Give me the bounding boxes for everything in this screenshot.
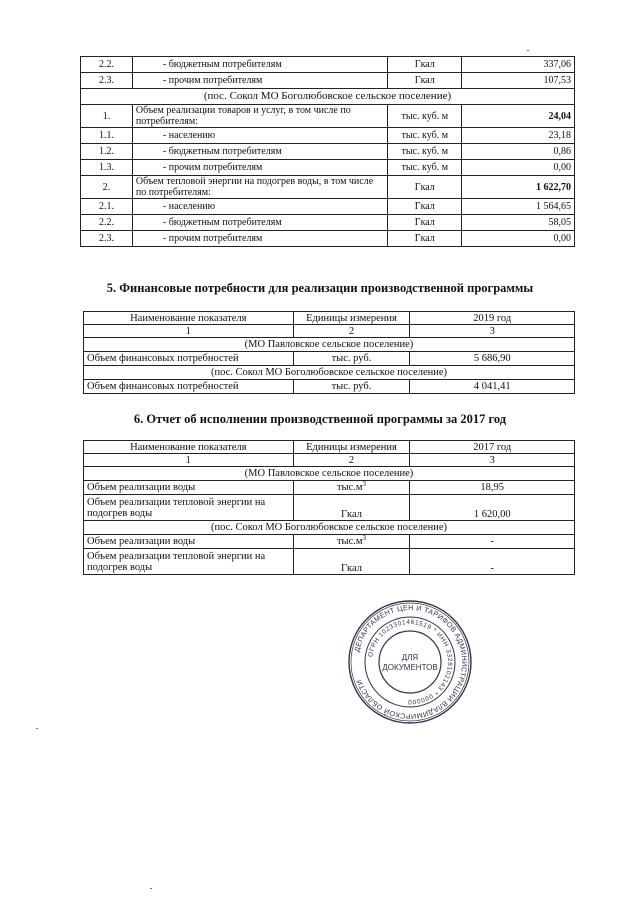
row-value: 1 564,65	[462, 199, 575, 215]
scan-speck	[527, 50, 529, 51]
row-unit: Гкал	[388, 215, 462, 231]
row-name: Объем реализации тепловой энергии на подогрев воды	[84, 495, 294, 521]
row-value: 4 041,41	[410, 380, 575, 394]
row-unit: тыс. куб. м	[388, 160, 462, 176]
row-name: - населению	[132, 128, 387, 144]
stamp-center-line-2: ДОКУМЕНТОВ	[382, 663, 438, 672]
section-header: (пос. Сокол МО Боголюбовское сельское поселение)	[81, 89, 575, 105]
table-row	[81, 160, 575, 176]
table-row	[84, 549, 575, 575]
row-name: Объем реализации тепловой энергии на подогрев воды	[84, 549, 294, 575]
table-row	[81, 128, 575, 144]
unit-superscript: 3	[362, 533, 367, 542]
colnum-2: 2	[293, 454, 410, 467]
row-name: - прочим потребителям	[132, 160, 387, 176]
table-row	[84, 495, 575, 521]
row-name: - прочим потребителям	[132, 73, 387, 89]
scan-speck	[150, 888, 152, 889]
table-row	[84, 521, 575, 535]
header-year: 2017 год	[410, 441, 575, 454]
row-name: Объем реализации воды	[84, 535, 294, 549]
row-unit	[293, 380, 410, 394]
section-5-title: 5. Финансовые потребности для реализации производственной программы	[106, 281, 534, 295]
colnum-2: 2	[293, 325, 410, 338]
row-number: 1.3.	[81, 160, 133, 176]
colnum-1: 1	[84, 325, 294, 338]
row-value: -	[410, 535, 575, 549]
row-value: 337,06	[462, 57, 575, 73]
unit-superscript: 3	[362, 479, 367, 488]
table-row	[84, 352, 575, 366]
row-number: 2.	[81, 176, 133, 199]
row-name: - населению	[132, 199, 387, 215]
row-value: -	[410, 549, 575, 575]
stamp-ring-text: ДЕПАРТАМЕНТ ЦЕН И ТАРИФОВ АДМИНИСТРАЦИИ ВЛАДИМИРСКОЙ ОБЛАСТИ	[352, 602, 470, 722]
row-number: 1.2.	[81, 144, 133, 160]
row-unit: Гкал	[388, 176, 462, 199]
table-row	[81, 231, 575, 247]
production-indicators-table	[80, 56, 575, 247]
header-unit: Единицы измерения	[293, 312, 410, 325]
row-value: 1 620,00	[410, 495, 575, 521]
row-name: Объем реализации воды	[84, 481, 294, 495]
row-name: Объем тепловой энергии на подогрев воды, в том числе по потребителям:	[132, 176, 387, 199]
row-unit: Гкал	[388, 57, 462, 73]
row-name: - бюджетным потребителям	[132, 215, 387, 231]
row-number: 2.3.	[81, 231, 133, 247]
row-name: Объем реализации товаров и услуг, в том числе по потребителям:	[132, 105, 387, 128]
table-row	[81, 89, 575, 105]
row-value: 58,05	[462, 215, 575, 231]
colnum-3: 3	[410, 454, 575, 467]
colnum-1: 1	[84, 454, 294, 467]
section-6-title: 6. Отчет об исполнении производственной программы за 2017 год	[133, 412, 507, 426]
row-unit	[293, 481, 410, 495]
header-name: Наименование показателя	[84, 312, 294, 325]
row-value: 0,86	[462, 144, 575, 160]
row-value: 0,00	[462, 160, 575, 176]
stamp-center-line-1: ДЛЯ	[401, 653, 419, 662]
section-header: (МО Павловское сельское поселение)	[84, 467, 575, 481]
row-unit	[293, 549, 410, 575]
section-header: (пос. Сокол МО Боголюбовское сельское поселение)	[84, 366, 575, 380]
row-number: 1.1.	[81, 128, 133, 144]
row-number: 2.1.	[81, 199, 133, 215]
header-name: Наименование показателя	[84, 441, 294, 454]
row-value: 1 622,70	[462, 176, 575, 199]
colnum-3: 3	[410, 325, 575, 338]
scan-speck	[36, 728, 38, 729]
unit-text: тыс. руб.	[331, 381, 372, 392]
row-name: - бюджетным потребителям	[132, 57, 387, 73]
row-name: - бюджетным потребителям	[132, 144, 387, 160]
row-value: 107,53	[462, 73, 575, 89]
header-year: 2019 год	[410, 312, 575, 325]
row-unit	[293, 495, 410, 521]
unit-text: тыс. руб.	[331, 353, 372, 364]
row-name: - прочим потребителям	[132, 231, 387, 247]
row-name: Объем финансовых потребностей	[84, 380, 294, 394]
table-row	[81, 215, 575, 231]
section-header: (пос. Сокол МО Боголюбовское сельское поселение)	[84, 521, 575, 535]
row-number: 1.	[81, 105, 133, 128]
row-unit: Гкал	[388, 73, 462, 89]
table-row	[81, 73, 575, 89]
row-unit	[293, 352, 410, 366]
table-row	[81, 105, 575, 128]
table-row	[81, 144, 575, 160]
program-report-table	[83, 440, 575, 575]
stamp-id-text: ОГРН 1023301461519 * ИНН 3328102143 * 000000	[367, 618, 454, 706]
table-row	[81, 176, 575, 199]
unit-text: тыс.м	[336, 481, 363, 493]
row-value: 18,95	[410, 481, 575, 495]
table-row	[84, 380, 575, 394]
table-row	[84, 535, 575, 549]
row-unit: Гкал	[388, 231, 462, 247]
row-value: 5 686,90	[410, 352, 575, 366]
row-number: 2.2.	[81, 57, 133, 73]
table-row	[84, 467, 575, 481]
header-unit: Единицы измерения	[293, 441, 410, 454]
table-row	[84, 481, 575, 495]
financial-needs-table	[83, 311, 575, 394]
row-value: 24,04	[462, 105, 575, 128]
official-round-stamp	[346, 598, 474, 726]
row-name: Объем финансовых потребностей	[84, 352, 294, 366]
row-unit: Гкал	[388, 199, 462, 215]
row-number: 2.2.	[81, 215, 133, 231]
unit-text: Гкал	[340, 563, 362, 574]
row-number: 2.3.	[81, 73, 133, 89]
unit-text: тыс.м	[336, 535, 363, 547]
table-row	[81, 199, 575, 215]
section-header: (МО Павловское сельское поселение)	[84, 338, 575, 352]
table-row	[84, 338, 575, 352]
row-unit: тыс. куб. м	[388, 128, 462, 144]
row-unit: тыс. куб. м	[388, 144, 462, 160]
row-unit	[293, 535, 410, 549]
table-row	[81, 57, 575, 73]
row-value: 23,18	[462, 128, 575, 144]
unit-text: Гкал	[340, 509, 362, 520]
row-unit: тыс. куб. м	[388, 105, 462, 128]
row-value: 0,00	[462, 231, 575, 247]
table-row	[84, 366, 575, 380]
